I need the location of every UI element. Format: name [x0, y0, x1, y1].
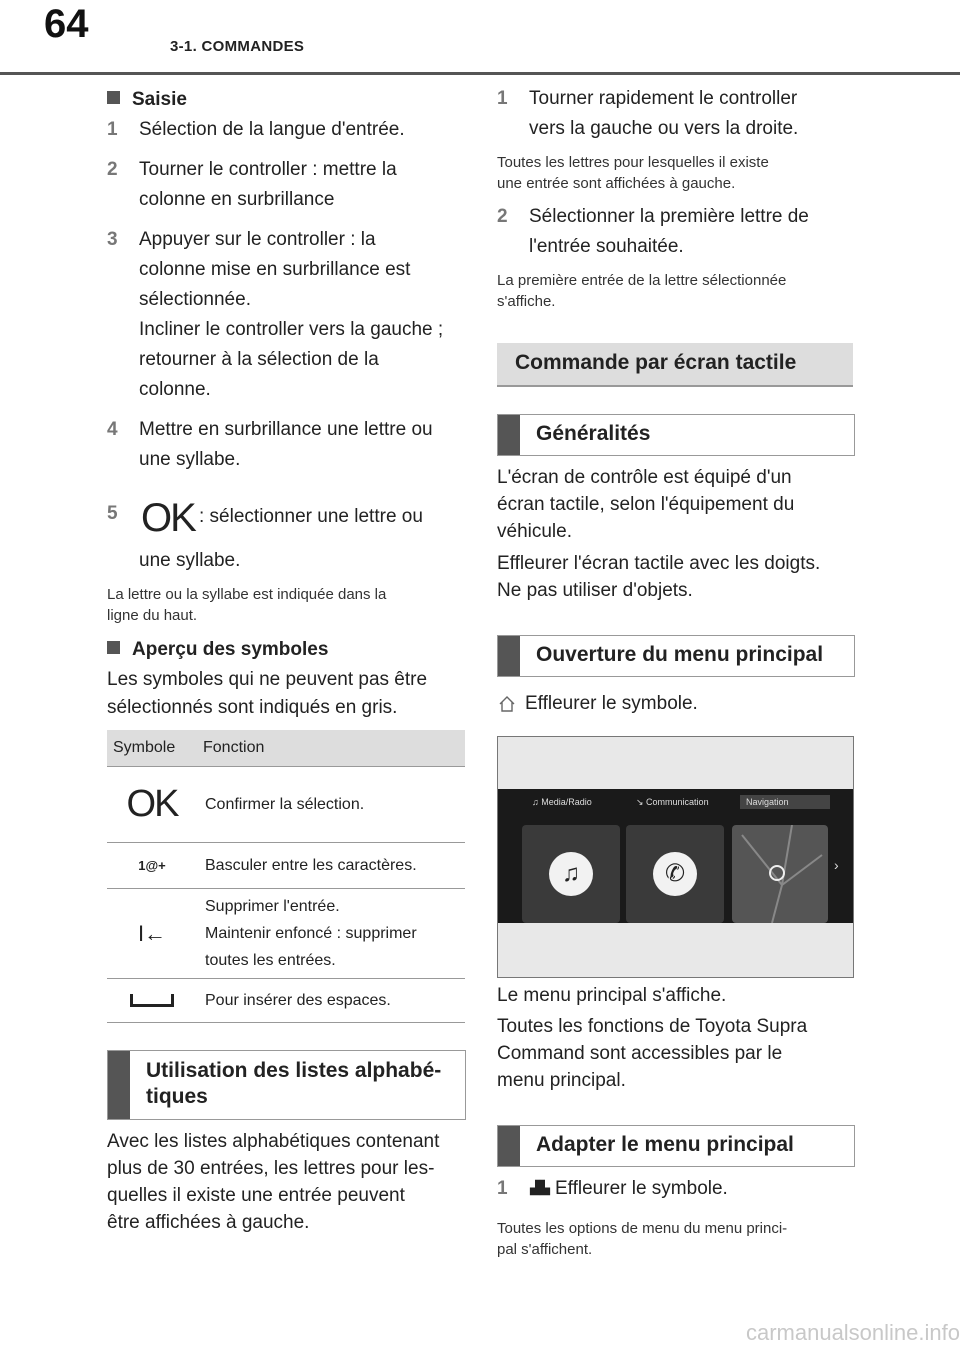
- step-text: l'entrée souhaitée.: [529, 236, 684, 257]
- step-1: [107, 115, 467, 145]
- touch-heading-bar: [497, 343, 853, 387]
- table-header: [107, 730, 465, 767]
- ouverture-box: [497, 635, 855, 677]
- table-cell: Basculer entre les caractères.: [197, 843, 465, 889]
- step-3: [107, 225, 467, 405]
- step-text: Sélectionner la première lettre de: [529, 206, 809, 227]
- lists-text: Avec les listes alphabétiques contenant plus de 30 entrées, les lettres pour les- quelles il existe une entrée peuvent être affichées à gauche.: [107, 1131, 440, 1233]
- table-cell: Confirmer la sélection.: [197, 767, 465, 843]
- page-number: 64: [44, 2, 89, 46]
- adapter-step: 1 ▟▙ Effleurer le symbole.: [497, 1178, 728, 1199]
- generalites-box: [497, 414, 855, 456]
- bullet-square-icon: [107, 641, 120, 654]
- tab-communication: Communication: [646, 797, 709, 807]
- step-text: une syllabe.: [139, 449, 241, 470]
- step-text: colonne mise en surbrillance est: [139, 259, 411, 280]
- step-text: Mettre en surbrillance une lettre ou: [139, 419, 433, 440]
- header-rule: [0, 72, 960, 75]
- apercu-text: Les symboles qui ne peuvent pas être sélectionnés sont indiqués en gris.: [107, 669, 428, 718]
- saisie-heading: [107, 87, 187, 113]
- menu-text-2: Toutes les fonctions de Toyota Supra Command sont accessibles par le menu principal.: [497, 1016, 808, 1091]
- step-text: colonne en surbrillance: [139, 189, 335, 210]
- tab-navigation: Navigation: [746, 797, 789, 807]
- table-row: [107, 979, 465, 1023]
- note-letters-left: Toutes les lettres pour lesquelles il existe une entrée sont affichées à gauche.: [497, 154, 769, 192]
- menu-edit-icon: ▟▙: [530, 1180, 550, 1195]
- column-header: Fonction: [197, 730, 465, 767]
- apercu-title: Aperçu des symboles: [132, 639, 329, 660]
- step-text: une syllabe.: [139, 550, 241, 571]
- switch-characters-icon: 1@+: [138, 857, 166, 873]
- media-card: [522, 825, 620, 923]
- lists-heading-box: [107, 1050, 466, 1120]
- ok-icon: OK: [141, 496, 195, 540]
- communication-card: [626, 825, 724, 923]
- step-number: 4: [107, 419, 118, 440]
- adapter-box: [497, 1125, 855, 1167]
- ok-icon: OK: [126, 783, 178, 825]
- step-text: sélectionnée.: [139, 289, 251, 310]
- note-menu-options: Toutes les options de menu du menu princi- pal s'affichent.: [497, 1220, 788, 1258]
- step-number: 2: [497, 206, 508, 227]
- step-text: Sélection de la langue d'entrée.: [139, 119, 405, 140]
- music-icon: ♫: [549, 852, 593, 896]
- step-text: Tourner le controller : mettre la: [139, 159, 397, 180]
- step-4: [107, 415, 467, 475]
- table-cell: Pour insérer des espaces.: [197, 979, 465, 1023]
- column-header: Symbole: [107, 730, 197, 767]
- step-text: Incliner le controller vers la gauche ;: [139, 319, 444, 340]
- note-letter-shown: La lettre ou la syllabe est indiquée dans la ligne du haut.: [107, 586, 387, 624]
- step-5: [107, 496, 467, 580]
- step-number: 1: [497, 88, 508, 109]
- map-icon: [732, 825, 828, 923]
- table-row: [107, 889, 465, 979]
- step-text: retourner à la sélection de la: [139, 349, 379, 370]
- effleurer-text: Effleurer l'écran tactile avec les doigts. Ne pas utiliser d'objets.: [497, 553, 821, 601]
- table-row: [107, 767, 465, 843]
- right-step-1: [497, 84, 857, 144]
- table-cell: Supprimer l'entrée. Maintenir enfoncé : supprimer toutes les entrées.: [197, 889, 465, 979]
- bullet-square-icon: [107, 91, 120, 104]
- menu-text: Le menu principal s'affiche.: [497, 985, 727, 1006]
- generalites-heading: Généralités: [536, 422, 651, 445]
- note-first-entry: La première entrée de la lettre sélectionnée s'affiche.: [497, 272, 787, 310]
- step-number: 2: [107, 159, 118, 180]
- symbols-table: [107, 730, 465, 1023]
- step-number: 3: [107, 229, 118, 250]
- step-2: [107, 155, 467, 215]
- step-text: Tourner rapidement le controller: [529, 88, 798, 109]
- step-text: Appuyer sur le controller : la: [139, 229, 376, 250]
- watermark: carmanualsonline.info: [745, 1320, 960, 1345]
- generalites-text: L'écran de contrôle est équipé d'un écran tactile, selon l'équipement du véhicule.: [497, 467, 795, 542]
- step-text: vers la gauche ou vers la droite.: [529, 118, 799, 139]
- navigation-card: [732, 825, 828, 923]
- step-number: 1: [107, 119, 118, 140]
- step-number: 5: [107, 503, 118, 524]
- saisie-title: Saisie: [132, 89, 187, 110]
- apercu-heading: [107, 637, 328, 663]
- chevron-right-icon: ›: [834, 857, 839, 873]
- delete-icon: I←: [137, 920, 167, 946]
- tab-media-radio: Media/Radio: [541, 797, 592, 807]
- main-menu-screenshot: ♫ Media/Radio ↘ Communication Navigation ♫ ✆ ›: [497, 736, 854, 978]
- right-step-2: [497, 202, 857, 262]
- step-text: colonne.: [139, 379, 211, 400]
- step-text: : sélectionner une lettre ou: [199, 506, 423, 527]
- lists-heading: tiques: [146, 1085, 208, 1108]
- space-icon: [130, 994, 174, 1007]
- table-row: [107, 843, 465, 889]
- lists-heading: Utilisation des listes alphabé-: [146, 1059, 442, 1082]
- home-icon: [497, 694, 517, 714]
- section-title: 3-1. COMMANDES: [170, 38, 305, 55]
- touch-heading: Commande par écran tactile: [515, 351, 797, 374]
- adapter-heading: Adapter le menu principal: [536, 1133, 794, 1156]
- phone-icon: ✆: [653, 852, 697, 896]
- step-number: 1: [497, 1178, 508, 1199]
- ouverture-heading: Ouverture du menu principal: [536, 643, 824, 666]
